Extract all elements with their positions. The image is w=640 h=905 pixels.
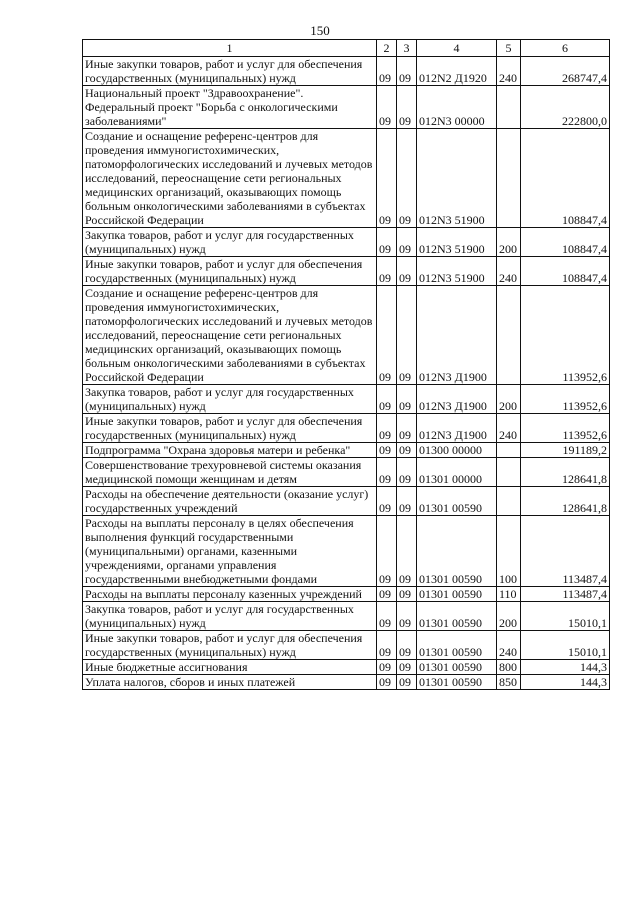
table-row — [83, 487, 610, 516]
section-code: 09 — [377, 385, 397, 414]
expense-type-code — [497, 129, 521, 228]
expense-name: Расходы на выплаты персоналу казенных учреждений — [83, 587, 377, 602]
expense-name: Расходы на обеспечение деятельности (оказание услуг) государственных учреждений — [83, 487, 377, 516]
amount: 108847,4 — [521, 228, 610, 257]
amount: 15010,1 — [521, 602, 610, 631]
section-code: 09 — [377, 587, 397, 602]
expense-type-code: 200 — [497, 602, 521, 631]
section-code: 09 — [377, 631, 397, 660]
amount: 144,3 — [521, 675, 610, 690]
subsection-code: 09 — [397, 487, 417, 516]
target-article-code: 012N3 51900 — [417, 129, 497, 228]
amount: 108847,4 — [521, 257, 610, 286]
subsection-code: 09 — [397, 385, 417, 414]
table-row — [83, 129, 610, 228]
expense-type-code — [497, 443, 521, 458]
section-code: 09 — [377, 414, 397, 443]
expense-name: Иные бюджетные ассигнования — [83, 660, 377, 675]
target-article-code: 01301 00590 — [417, 487, 497, 516]
subsection-code: 09 — [397, 257, 417, 286]
column-header: 3 — [397, 40, 417, 57]
amount: 113487,4 — [521, 587, 610, 602]
target-article-code: 01301 00590 — [417, 631, 497, 660]
budget-table — [82, 39, 610, 690]
subsection-code: 09 — [397, 660, 417, 675]
amount: 108847,4 — [521, 129, 610, 228]
section-code: 09 — [377, 57, 397, 86]
amount: 268747,4 — [521, 57, 610, 86]
table-row — [83, 57, 610, 86]
subsection-code: 09 — [397, 57, 417, 86]
table-row — [83, 286, 610, 385]
table-row — [83, 458, 610, 487]
amount: 191189,2 — [521, 443, 610, 458]
table-row — [83, 443, 610, 458]
target-article-code: 01300 00000 — [417, 443, 497, 458]
expense-name: Закупка товаров, работ и услуг для государственных (муниципальных) нужд — [83, 228, 377, 257]
table-row — [83, 675, 610, 690]
table-row — [83, 602, 610, 631]
amount: 113952,6 — [521, 385, 610, 414]
expense-name: Расходы на выплаты персоналу в целях обеспечения выполнения функций государственными (муниципальными) органами, казенными учреждениями, органами управления государственными внебюджетными фондами — [83, 516, 377, 587]
column-header: 1 — [83, 40, 377, 57]
expense-type-code: 200 — [497, 385, 521, 414]
expense-name: Национальный проект "Здравоохранение". Федеральный проект "Борьба с онкологическими заболеваниями" — [83, 86, 377, 129]
section-code: 09 — [377, 516, 397, 587]
page-number: 150 — [310, 23, 330, 38]
expense-name: Иные закупки товаров, работ и услуг для обеспечения государственных (муниципальных) нужд — [83, 414, 377, 443]
target-article-code: 012N3 51900 — [417, 257, 497, 286]
subsection-code: 09 — [397, 228, 417, 257]
amount: 113487,4 — [521, 516, 610, 587]
subsection-code: 09 — [397, 414, 417, 443]
target-article-code: 01301 00590 — [417, 587, 497, 602]
subsection-code: 09 — [397, 129, 417, 228]
amount: 113952,6 — [521, 286, 610, 385]
section-code: 09 — [377, 443, 397, 458]
column-header: 6 — [521, 40, 610, 57]
target-article-code: 012N2 Д1920 — [417, 57, 497, 86]
expense-type-code: 800 — [497, 660, 521, 675]
expense-type-code: 850 — [497, 675, 521, 690]
subsection-code: 09 — [397, 587, 417, 602]
table-row — [83, 228, 610, 257]
target-article-code: 012N3 Д1900 — [417, 414, 497, 443]
table-row — [83, 86, 610, 129]
table-row — [83, 516, 610, 587]
subsection-code: 09 — [397, 286, 417, 385]
expense-name: Иные закупки товаров, работ и услуг для обеспечения государственных (муниципальных) нужд — [83, 57, 377, 86]
subsection-code: 09 — [397, 631, 417, 660]
table-header-row — [83, 40, 610, 57]
expense-type-code: 100 — [497, 516, 521, 587]
expense-type-code: 240 — [497, 631, 521, 660]
section-code: 09 — [377, 602, 397, 631]
column-header: 2 — [377, 40, 397, 57]
expense-type-code: 240 — [497, 257, 521, 286]
expense-name: Создание и оснащение референс-центров для проведения иммуногистохимических, патоморфологических исследований и лучевых методов исследований, переоснащение сети региональных медицинских организаций, оказывающих помощь больным онкологическими заболеваниями в субъектах Российской Федерации — [83, 129, 377, 228]
expense-type-code — [497, 487, 521, 516]
section-code: 09 — [377, 458, 397, 487]
target-article-code: 012N3 00000 — [417, 86, 497, 129]
expense-name: Уплата налогов, сборов и иных платежей — [83, 675, 377, 690]
amount: 128641,8 — [521, 487, 610, 516]
target-article-code: 01301 00590 — [417, 675, 497, 690]
expense-type-code: 110 — [497, 587, 521, 602]
column-header: 4 — [417, 40, 497, 57]
expense-type-code — [497, 86, 521, 129]
expense-name: Закупка товаров, работ и услуг для государственных (муниципальных) нужд — [83, 385, 377, 414]
subsection-code: 09 — [397, 458, 417, 487]
target-article-code: 012N3 51900 — [417, 228, 497, 257]
section-code: 09 — [377, 228, 397, 257]
target-article-code: 012N3 Д1900 — [417, 385, 497, 414]
table-row — [83, 660, 610, 675]
target-article-code: 01301 00590 — [417, 516, 497, 587]
section-code: 09 — [377, 660, 397, 675]
section-code: 09 — [377, 257, 397, 286]
subsection-code: 09 — [397, 516, 417, 587]
target-article-code: 01301 00590 — [417, 602, 497, 631]
subsection-code: 09 — [397, 675, 417, 690]
table-row — [83, 631, 610, 660]
amount: 144,3 — [521, 660, 610, 675]
subsection-code: 09 — [397, 602, 417, 631]
subsection-code: 09 — [397, 86, 417, 129]
table-row — [83, 414, 610, 443]
expense-name: Совершенствование трехуровневой системы оказания медицинской помощи женщинам и детям — [83, 458, 377, 487]
expense-type-code — [497, 458, 521, 487]
section-code: 09 — [377, 86, 397, 129]
section-code: 09 — [377, 487, 397, 516]
section-code: 09 — [377, 129, 397, 228]
expense-name: Иные закупки товаров, работ и услуг для обеспечения государственных (муниципальных) нужд — [83, 631, 377, 660]
table-row — [83, 587, 610, 602]
target-article-code: 012N3 Д1900 — [417, 286, 497, 385]
expense-type-code: 240 — [497, 57, 521, 86]
expense-type-code — [497, 286, 521, 385]
target-article-code: 01301 00000 — [417, 458, 497, 487]
expense-name: Создание и оснащение референс-центров для проведения иммуногистохимических, патоморфологических исследований и лучевых методов исследований, переоснащение сети региональных медицинских организаций, оказывающих помощь больным онкологическими заболеваниями в субъектах Российской Федерации — [83, 286, 377, 385]
amount: 113952,6 — [521, 414, 610, 443]
expense-type-code: 200 — [497, 228, 521, 257]
amount: 128641,8 — [521, 458, 610, 487]
expense-name: Иные закупки товаров, работ и услуг для обеспечения государственных (муниципальных) нужд — [83, 257, 377, 286]
section-code: 09 — [377, 675, 397, 690]
column-header: 5 — [497, 40, 521, 57]
amount: 15010,1 — [521, 631, 610, 660]
target-article-code: 01301 00590 — [417, 660, 497, 675]
subsection-code: 09 — [397, 443, 417, 458]
expense-name: Закупка товаров, работ и услуг для государственных (муниципальных) нужд — [83, 602, 377, 631]
expense-name: Подпрограмма "Охрана здоровья матери и ребенка" — [83, 443, 377, 458]
amount: 222800,0 — [521, 86, 610, 129]
expense-type-code: 240 — [497, 414, 521, 443]
table-row — [83, 385, 610, 414]
table-row — [83, 257, 610, 286]
section-code: 09 — [377, 286, 397, 385]
